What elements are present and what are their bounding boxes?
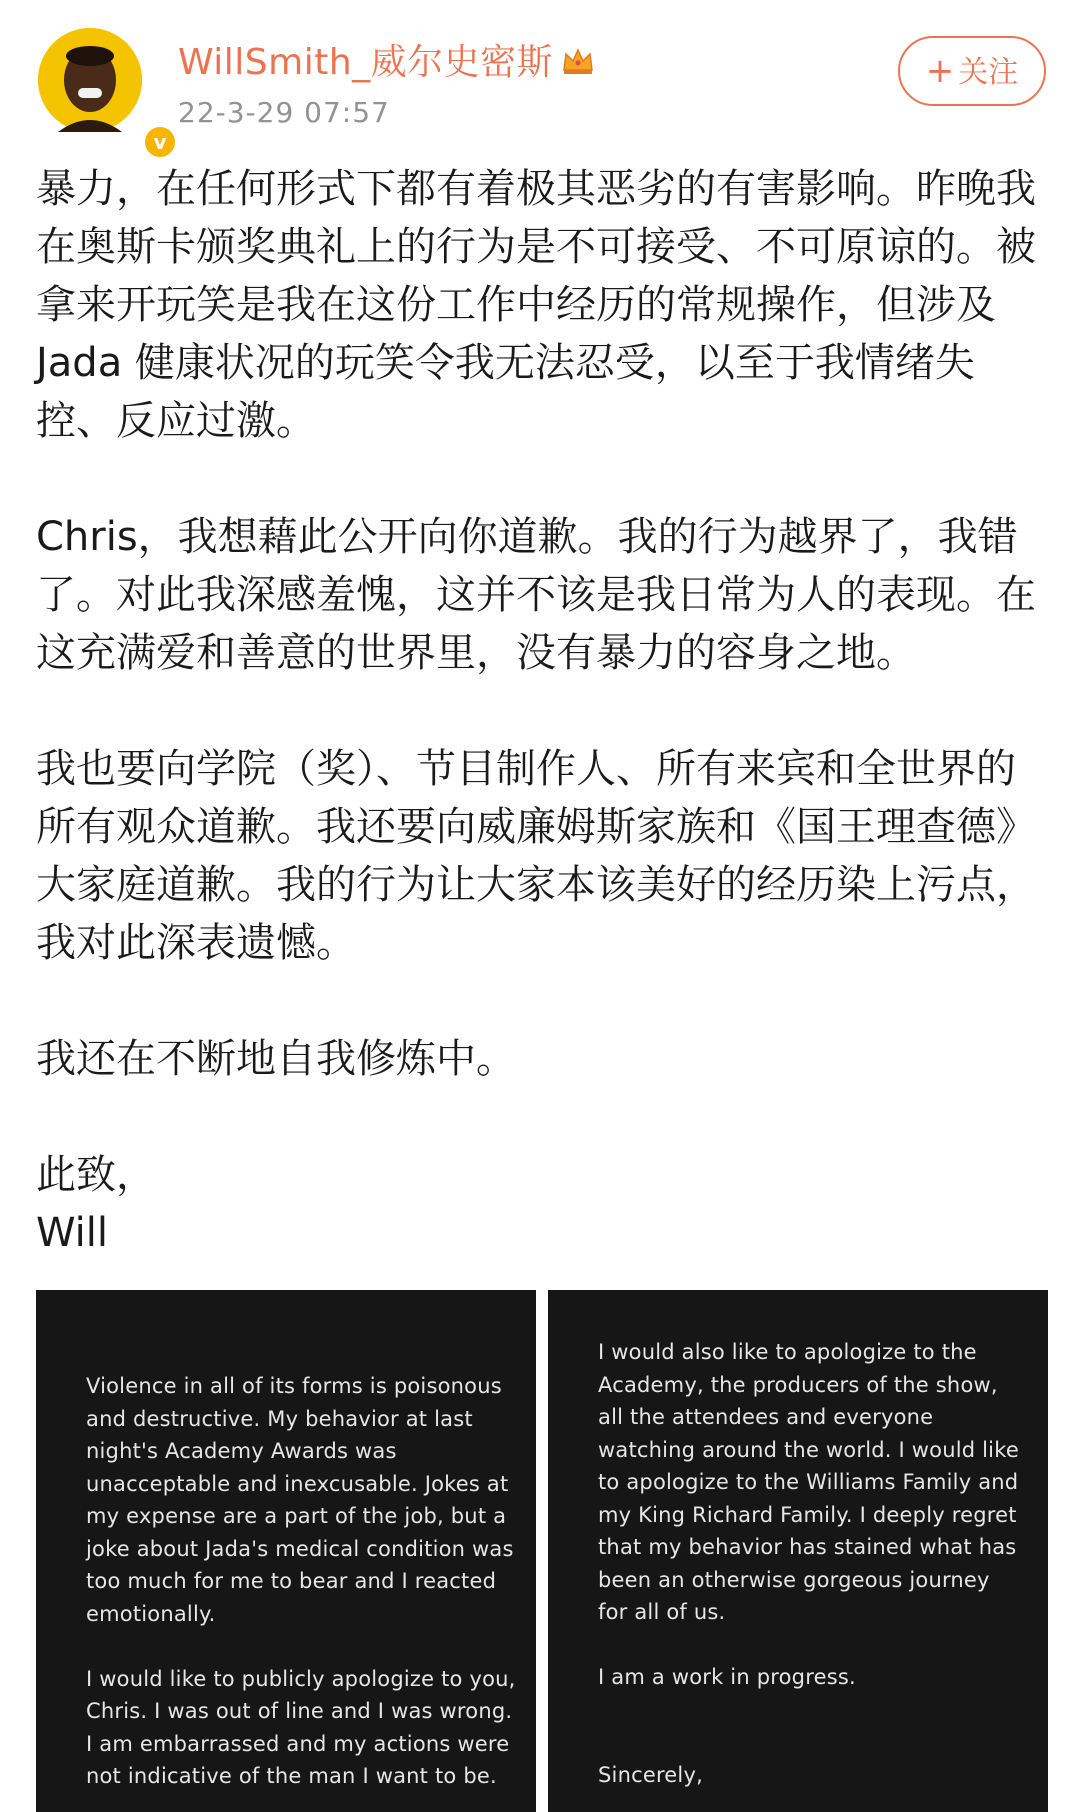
username[interactable] — [178, 34, 595, 85]
post-closing: 此致， — [36, 1152, 156, 1198]
post-timestamp: 22-3-29 07:57 — [178, 96, 390, 129]
avatar-portrait-icon — [38, 28, 142, 132]
verified-badge-icon: v — [142, 124, 178, 160]
post-paragraph: 我还在不断地自我修炼中。 — [36, 1036, 516, 1082]
post-paragraph: 暴力，在任何形式下都有着极其恶劣的有害影响。昨晚我在奥斯卡颁奖典礼上的行为是不可接受、不可原谅的。被拿来开玩笑是我在这份工作中经历的常规操作，但涉及 Jada 健康状况的玩笑令我无法忍受，以至于我情绪失控、反应过激。 — [36, 166, 1036, 444]
image-text-line: emotionally. — [86, 1601, 216, 1626]
follow-button[interactable] — [898, 36, 1046, 106]
post-paragraph: Chris，我想藉此公开向你道歉。我的行为越界了，我错了。对此我深感羞愧，这并不该是我日常为人的表现。在这充满爱和善意的世界里，没有暴力的容身之地。 — [36, 514, 1036, 676]
image-text-line: all the attendees and everyone — [598, 1405, 934, 1429]
image-text-line: watching around the world. I would like — [598, 1437, 1019, 1462]
post-body — [36, 160, 1048, 1262]
image-text-line: my King Richard Family. I deeply regret — [598, 1502, 1017, 1527]
image-text-line: unacceptable and inexcusable. Jokes at — [86, 1471, 509, 1496]
image-text-line: I would also like to apologize to the — [598, 1340, 977, 1364]
image-text-line: Violence in all of its forms is poisonous — [86, 1374, 502, 1398]
image-2-text — [598, 1336, 1028, 1791]
image-text-line: Academy, the producers of the show, — [598, 1372, 998, 1397]
post-paragraph: 我也要向学院（奖）、节目制作人、所有来宾和全世界的所有观众道歉。我还要向威廉姆斯家族和《国王理查德》大家庭道歉。我的行为让大家本该美好的经历染上污点，我对此深表遗憾。 — [36, 746, 1036, 966]
image-text-line: I am a work in progress. — [598, 1665, 856, 1689]
image-text-line: too much for me to bear and I reacted — [86, 1569, 497, 1593]
username-text: WillSmith_威尔史密斯 — [178, 42, 554, 83]
image-text-line: and destructive. My behavior at last — [86, 1406, 473, 1431]
image-text-line: not indicative of the man I want to be. — [86, 1764, 497, 1788]
image-text-line: that my behavior has stained what has — [598, 1535, 1017, 1559]
crown-icon — [561, 44, 595, 85]
image-text-line: night's Academy Awards was — [86, 1439, 397, 1463]
follow-label: 关注 — [958, 55, 1019, 90]
image-text-line: been an otherwise gorgeous journey — [598, 1567, 990, 1592]
plus-icon: + — [925, 51, 955, 91]
attached-image-1[interactable] — [36, 1290, 536, 1812]
attached-image-2[interactable] — [548, 1290, 1048, 1812]
post-header — [0, 0, 1080, 154]
image-text-line: Chris. I was out of line and I was wrong. — [86, 1699, 513, 1723]
image-text-line: I would like to publicly apologize to you, — [86, 1666, 516, 1691]
image-text-line: joke about Jada's medical condition was — [86, 1536, 514, 1561]
image-text-line: my expense are a part of the job, but a — [86, 1504, 507, 1528]
image-text-line: I am embarrassed and my actions were — [86, 1731, 510, 1756]
image-text-line: Sincerely, — [598, 1762, 703, 1787]
image-text-line: to apologize to the Williams Family and — [598, 1470, 1019, 1494]
image-1-text — [86, 1370, 516, 1793]
post-signature: Will — [36, 1210, 109, 1256]
image-text-line: for all of us. — [598, 1600, 726, 1624]
avatar[interactable] — [38, 28, 167, 154]
